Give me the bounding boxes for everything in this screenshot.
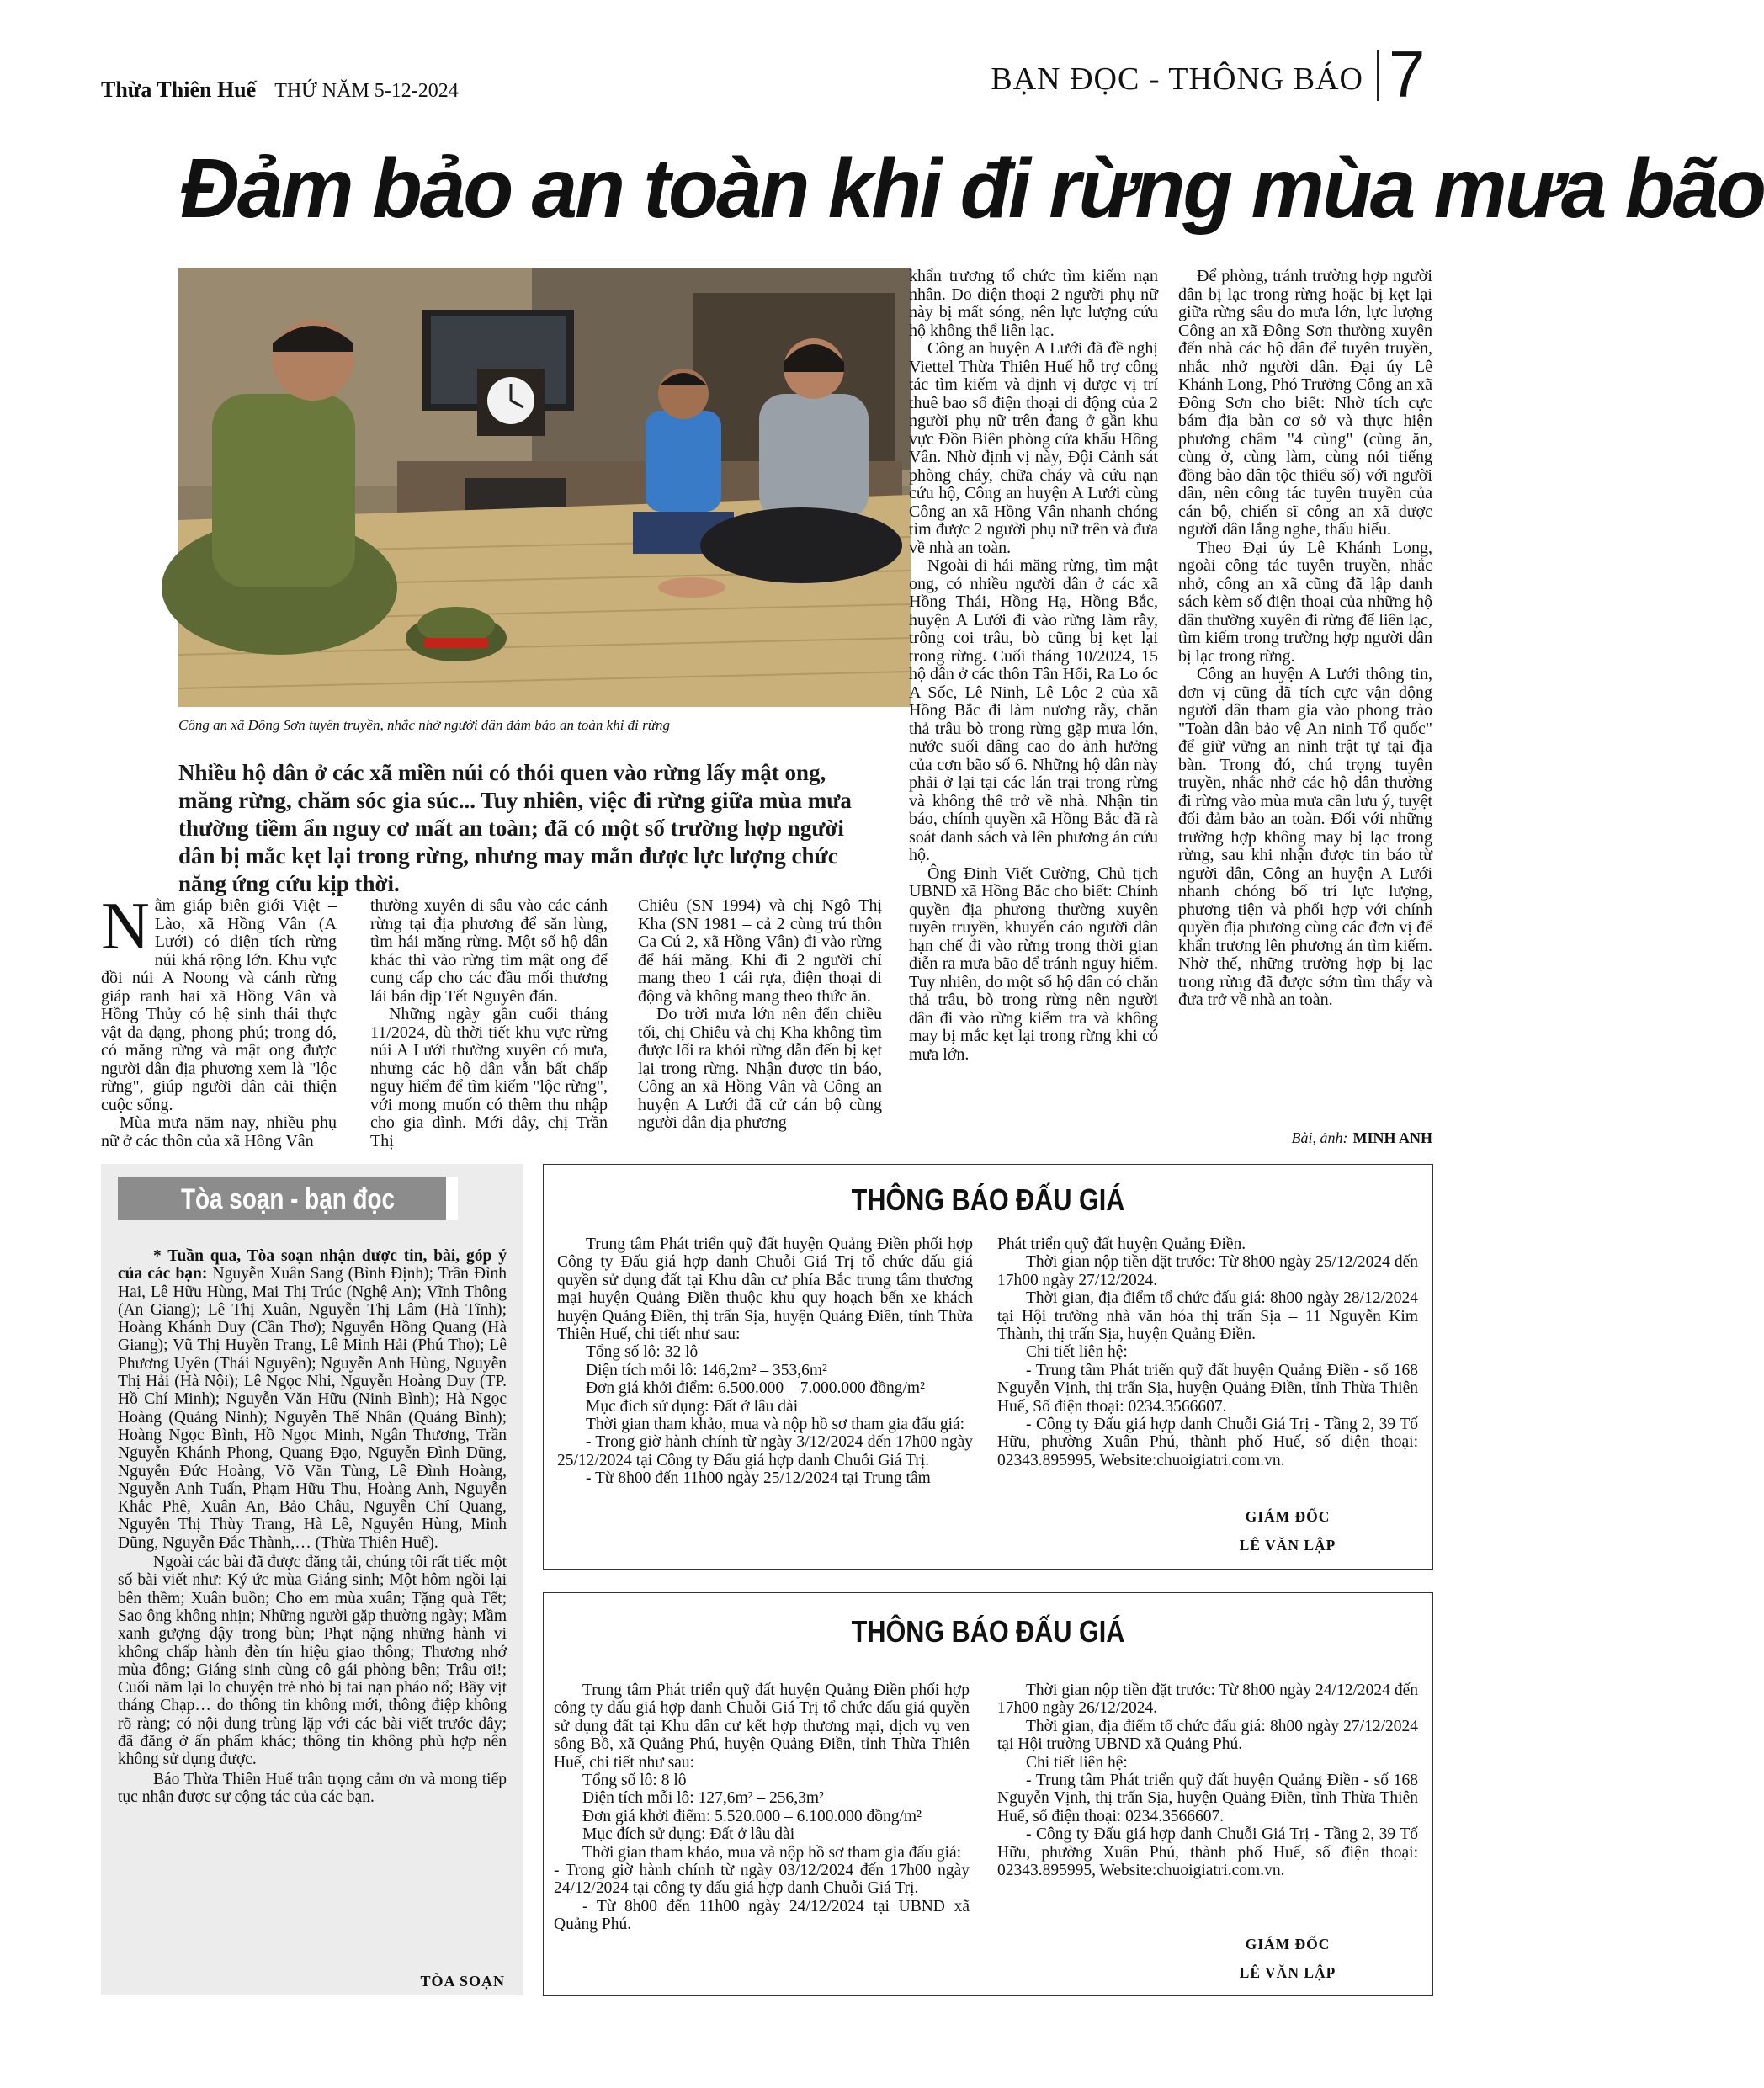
notice-text: Thời gian, địa điểm tổ chức đấu giá: 8h00 ngày 28/12/2024 tại Hội trường nhà văn hóa thị trấn Sịa – 11 Nguyễn Kim Thành, thị trấn Sịa, huyện Quảng Điền. bbox=[997, 1289, 1418, 1344]
notice-text: Thời gian nộp tiền đặt trước: Từ 8h00 ngày 24/12/2024 đến 17h00 ngày 26/12/2024. bbox=[997, 1682, 1418, 1718]
editorial-body bbox=[118, 1247, 507, 1808]
body-paragraph: thường xuyên đi sâu vào các cánh rừng tại địa phương để săn lùng, tìm hái măng rừng. Một số hộ dân khác thì vào rừng tìm mật ong để cung cấp cho các đầu mối thương lái bán dịp Tết Nguyên đán. bbox=[370, 896, 608, 1006]
body-paragraph: khẩn trương tổ chức tìm kiếm nạn nhân. Do điện thoại 2 người phụ nữ này bị mất sóng, nên lực lượng cứu hộ không thể liên lạc. bbox=[909, 267, 1158, 340]
section-title: BẠN ĐỌC - THÔNG BÁO bbox=[991, 61, 1363, 97]
notice-text: - Từ 8h00 đến 11h00 ngày 25/12/2024 tại Trung tâm bbox=[586, 1469, 931, 1488]
editorial-signature: TÒA SOẠN bbox=[420, 1973, 505, 1990]
article-photo bbox=[178, 268, 911, 707]
drop-cap: N bbox=[101, 890, 150, 964]
masthead bbox=[101, 77, 459, 103]
notice-text: Phát triển quỹ đất huyện Quảng Điền. bbox=[997, 1235, 1246, 1253]
notice-text: - Trung tâm Phát triển quỹ đất huyện Quảng Điền - số 168 Nguyễn Vịnh, thị trấn Sịa, huyện Quảng Điền, tỉnh Thừa Thiên Huế, số điện thoại: 0234.3566607. bbox=[997, 1772, 1418, 1825]
page-number: 7 bbox=[1389, 37, 1426, 111]
notice-text: Mục đích sử dụng: Đất ở lâu dài bbox=[586, 1397, 799, 1416]
notice-text: Tổng số lô: 8 lô bbox=[582, 1772, 687, 1790]
body-paragraph: Những ngày gần cuối tháng 11/2024, dù thời tiết khu vực rừng núi A Lưới thường xuyên có mưa, nhưng các hộ dân vẫn bất chấp nguy hiểm để tìm kiếm "lộc rừng", với mong muốn có thêm thu nhập cho gia đình. Mới đây, chị Trần Thị bbox=[370, 1005, 608, 1150]
body-paragraph: Ngoài đi hái măng rừng, tìm mật ong, có nhiều người dân ở các xã Hồng Thái, Hồng Hạ, Hồng Bắc, huyện A Lưới đi vào rừng làm rẫy, trông coi trâu, bò cũng bị kẹt lại trong rừng. Cuối tháng 10/2024, 15 hộ dân ở các thôn Tân Hối, Ra Lo óc A Sốc, Lê Ninh, Lê Lộc 2 của xã Hồng Bắc đi làm nương rẫy, chăn thả trâu bò trong rừng gặp mưa lớn, nước suối dâng cao do ảnh hưởng của cơn bão số 6. Những hộ dân này phải ở lại tại các lán trại trong rừng và không thể trở về nhà. Nhận tin báo, chính quyền xã Hồng Bắc đã rà soát danh sách và lên phương án cứu hộ. bbox=[909, 556, 1158, 864]
article-column-4 bbox=[909, 268, 1158, 1064]
body-paragraph: Ông Đinh Viết Cường, Chủ tịch UBND xã Hồng Bắc cho biết: Chính quyền địa phương thường xuyên tuyên truyền, khuyến cáo người dân hạn chế đi vào rừng trong thời gian diễn ra mưa bão để tránh nguy hiểm. Tuy nhiên, do một số hộ dân có chăn thả trâu, bò trong rừng nên người dân đi vào rừng kiểm tra và không may bị mắc kẹt lại trong rừng khi có mưa lớn. bbox=[909, 863, 1158, 1064]
photo-caption: Công an xã Đông Sơn tuyên truyền, nhắc nhở người dân đảm bảo an toàn khi đi rừng bbox=[178, 717, 671, 733]
notice-1-left-column bbox=[557, 1235, 973, 1488]
editorial-bold-lead: * Tuần qua, Tòa soạn nhận được tin, bài, góp ý của các bạn: bbox=[118, 1247, 507, 1283]
byline bbox=[1246, 1129, 1432, 1147]
notice-title: THÔNG BÁO ĐẤU GIÁ bbox=[851, 1614, 1125, 1649]
body-paragraph: Theo Đại úy Lê Khánh Long, ngoài công tác tuyên truyền, nhắc nhở, công an xã cũng đã lập danh sách kèm số điện thoại của những hộ dân thường xuyên đi rừng để liên lạc, tìm kiếm trong trường hợp người dân bị lạc trong rừng. bbox=[1178, 538, 1432, 666]
editorial-paragraph: Báo Thừa Thiên Huế trân trọng cảm ơn và mong tiếp tục nhận được sự cộng tác của các bạn. bbox=[118, 1770, 507, 1806]
notice-text: Thời gian tham khảo, mua và nộp hồ sơ tham gia đấu giá: bbox=[582, 1843, 962, 1862]
notice-2-left-column bbox=[554, 1682, 970, 1934]
notice-text: - Công ty Đấu giá hợp danh Chuỗi Giá Trị - Tầng 2, 39 Tố Hữu, phường Xuân Phú, thành phố Huế, số điện thoại: 02343.895995, Website:chuoigiatri.com.vn. bbox=[997, 1825, 1418, 1880]
editorial-text: Nguyễn Xuân Sang (Bình Định); Trần Đình Hai, Lê Hữu Hùng, Mai Thị Trúc (Nghệ An); Vĩnh Thông (An Giang); Lê Thị Xuân, Nguyễn Thị Lâm (Hà Tĩnh); Hoàng Khánh Duy (Cần Thơ); Nguyễn Hồng Quang (Hà Giang); Vũ Thị Huyền Trang, Lê Minh Hải (Phú Thọ); Lê Phương Uyên (Thái Nguyên); Nguyễn Anh Hùng, Nguyễn Thị Hải (Hà Nội); Lê Ngọc Nhi, Nguyễn Hoàng Duy (TP. Hồ Chí Minh); Nguyễn Văn Hữu (Ninh Bình); Hà Ngọc Hoàng (Quảng Ninh); Nguyễn Thế Nhân (Quảng Bình); Hoàng Ngọc Bình, Hồ Ngọc Minh, Ngân Thương, Trần Nguyễn Khánh Phong, Quang Đạo, Nguyễn Đình Dũng, Nguyễn Đức Hoàng, Võ Văn Tùng, Lê Đình Hoàng, Nguyễn Anh Tuấn, Phạm Hữu Thu, Hoàng Anh, Nguyễn Khắc Phê, Xuân An, Bảo Châu, Nguyễn Chí Quang, Nguyễn Thị Thùy Trang, Hà Lê, Nguyễn Hùng, Minh Dũng, Nguyễn Đắc Thành,… (Thừa Thiên Huế). bbox=[118, 1265, 507, 1552]
notice-text: - Trong giờ hành chính từ ngày 03/12/2024 đến 17h00 ngày 24/12/2024 tại công ty đấu giá hợp danh Chuỗi Giá Trị. bbox=[554, 1862, 970, 1898]
notice-text: Đơn giá khởi điểm: 5.520.000 – 6.100.000 đồng/m² bbox=[582, 1807, 922, 1825]
notice-2-signer-title: GIÁM ĐỐC bbox=[1245, 1936, 1331, 1953]
notice-1-signer-name: LÊ VĂN LẬP bbox=[1239, 1537, 1336, 1554]
body-paragraph: Chiêu (SN 1994) và chị Ngô Thị Kha (SN 1981 – cả 2 cùng trú thôn Ca Cú 2, xã Hồng Vân) đi vào rừng để hái măng. Khi đi 2 người chỉ mang theo 1 cái rựa, điện thoại di động và không mang theo thức ăn. bbox=[638, 896, 882, 1006]
notice-text: - Từ 8h00 đến 11h00 ngày 24/12/2024 tại UBND xã Quảng Phú. bbox=[554, 1897, 970, 1934]
notice-text: Tổng số lô: 32 lô bbox=[586, 1343, 699, 1362]
body-paragraph: Công an huyện A Lưới đã đề nghị Viettel Thừa Thiên Huế hỗ trợ công tác tìm kiếm và định vị được vị trí thuê bao số điện thoại di động của 2 người phụ nữ trên đang ở gần khu vực Đồn Biên phòng cửa khẩu Hồng Vân. Nhờ định vị này, Đội Cảnh sát phòng cháy, chữa cháy và cứu nạn cứu hộ, Công an huyện A Lưới cùng Công an xã Hồng Vân nhanh chóng tìm được 2 người phụ nữ trên và đưa về nhà an toàn. bbox=[909, 339, 1158, 557]
notice-text: - Trong giờ hành chính từ ngày 3/12/2024 đến 17h00 ngày 25/12/2024 tại Công ty Đấu giá hợp danh Chuỗi Giá Trị. bbox=[557, 1433, 973, 1469]
notice-text: Trung tâm Phát triển quỹ đất huyện Quảng Điền phối hợp Công ty Đấu giá hợp danh Chuỗi Giá Trị tổ chức đấu giá quyền sử dụng đất tại Khu dân cư phía Bắc trung tâm thương mại huyện Quảng Điền thuộc khu quy hoạch bến xe khách huyện Quảng Điền, thị trấn Sịa, huyện Quảng Điền, tỉnh Thừa Thiên Huế, chi tiết như sau: bbox=[557, 1235, 973, 1344]
editorial-paragraph: Ngoài các bài đã được đăng tải, chúng tôi rất tiếc một số bài viết như: Ký ức mùa Giáng sinh; Một hôm ngồi lại bên thềm; Xuân buồn; Cho em mùa xuân; Tặng quà Tết; Sao ông không nhịn; Những người gặp thường ngày; Mầm xanh gượng dậy trong bùn; Phạt nặng những hành vi không chấp hành đèn tín hiệu giao thông; Thương nhớ mùa đông; Giáng sinh cùng cô gái phòng bên; Trâu ơi!; Cuối năm lại lo chuyện trẻ nhỏ bị tai nạn pháo nổ; Bầy vịt tháng Chạp… do thông tin không mới, thông điệp không rõ ràng; có nội dung trùng lặp với các bài viết trước đây; đã đăng ở ấn phẩm khác; thông tin không phù hợp nên không sử dụng được. bbox=[118, 1554, 507, 1769]
notice-text: Thời gian, địa điểm tổ chức đấu giá: 8h00 ngày 27/12/2024 tại Hội trường UBND xã Quảng Phú. bbox=[997, 1717, 1418, 1754]
notice-text: Diện tích mỗi lô: 146,2m² – 353,6m² bbox=[586, 1361, 827, 1379]
paragraph-text: ằm giáp biên giới Việt – Lào, xã Hồng Vân (A Lưới) có diện tích rừng núi khá rộng lớn. Khu vực đồi núi A Noong và cánh rừng giáp ranh hai xã Hồng Vân và Hồng Thủy có hệ sinh thái thực vật đa dạng, phong phú; trong đó, có măng rừng và mật ong được người dân địa phương xem là "lộc rừng", giúp người dân cải thiện cuộc sống. bbox=[101, 896, 337, 1114]
byline-label: Bài, ảnh: bbox=[1291, 1129, 1348, 1146]
body-paragraph: Để phòng, tránh trường hợp người dân bị lạc trong rừng hoặc bị kẹt lại giữa rừng sâu do mưa lớn, lực lượng Công an xã Đông Sơn thường xuyên đến nhà các hộ dân để tuyên truyền, nhắc nhở người dân. Đại úy Lê Khánh Long, Phó Trưởng Công an xã Đông Sơn cho biết: Nhờ tích cực bám địa bàn cơ sở và thực hiện phương châm "4 cùng" (cùng ăn, cùng ở, cùng làm, cùng nói tiếng đồng bào dân tộc thiểu số) với người dân, nên công tác tuyên truyền của cán bộ, chiến sĩ công an xã được người dân lắng nghe, thấu hiểu. bbox=[1178, 267, 1432, 539]
body-paragraph: Công an huyện A Lưới thông tin, đơn vị cũng đã tích cực vận động người dân tham gia vào phong trào "Toàn dân bảo vệ An ninh Tổ quốc" để giữ vững an ninh trật tự tại địa bàn. Trong đó, chú trọng tuyên truyền, nhắc nhở các hộ dân thường đi rừng vào mùa mưa cần lưu ý, tuyệt đối đảm bảo an toàn. Đối với những trường hợp không may bị lạc trong rừng, sau khi nhận được tin báo từ người dân, Công an huyện A Lưới nhanh chóng bố trí lực lượng, phương tiện và phối hợp với chính quyền địa phương cùng các đơn vị để khẩn trương lên phương án tìm kiếm. Nhờ thế, những trường hợp bị lạc trong rừng đã được sớm tìm thấy và đưa trở về nhà an toàn. bbox=[1178, 665, 1432, 1009]
paper-name: Thừa Thiên Huế bbox=[101, 77, 257, 102]
body-paragraph: Do trời mưa lớn nên đến chiều tối, chị Chiêu và chị Kha không tìm được lối ra khỏi rừng dẫn đến bị kẹt lại trong rừng. Nhận được tin báo, Công an xã Hồng Vân và Công an huyện A Lưới đã cử cán bộ cùng người dân địa phương bbox=[638, 1005, 882, 1132]
notice-2-right-column bbox=[997, 1682, 1418, 1879]
issue-date: THỨ NĂM 5-12-2024 bbox=[274, 80, 459, 102]
notice-text: Chi tiết liên hệ: bbox=[1026, 1343, 1128, 1362]
notice-text: - Trung tâm Phát triển quỹ đất huyện Quảng Điền - số 168 Nguyễn Vịnh, thị trấn Sịa, huyện Quảng Điền, tỉnh Thừa Thiên Huế, Số điện thoại: 0234.3566607. bbox=[997, 1361, 1418, 1416]
article-column-2 bbox=[370, 897, 608, 1150]
notice-text: Trung tâm Phát triển quỹ đất huyện Quảng Điền phối hợp công ty đấu giá hợp danh Chuỗi Giá Trị tổ chức đấu giá quyền sử dụng đất tại Khu dân cư kết hợp thương mại, dịch vụ ven sông Bồ, xã Quảng Phú, huyện Quảng Điền, tỉnh Thừa Thiên Huế, chi tiết như sau: bbox=[554, 1682, 970, 1772]
headline: Đảm bảo an toàn khi đi rừng mùa mưa bão bbox=[180, 141, 1764, 236]
editorial-paragraph bbox=[118, 1247, 507, 1552]
notice-title: THÔNG BÁO ĐẤU GIÁ bbox=[851, 1182, 1125, 1217]
article-column-1 bbox=[101, 890, 337, 1150]
byline-author: MINH ANH bbox=[1352, 1129, 1432, 1146]
article-column-3 bbox=[638, 897, 882, 1133]
notice-text: Thời gian tham khảo, mua và nộp hồ sơ tham gia đấu giá: bbox=[586, 1416, 965, 1434]
header-divider bbox=[1377, 50, 1379, 101]
notice-text: Mục đích sử dụng: Đất ở lâu dài bbox=[582, 1825, 795, 1844]
notice-text: Thời gian nộp tiền đặt trước: Từ 8h00 ngày 25/12/2024 đến 17h00 ngày 27/12/2024. bbox=[997, 1253, 1418, 1289]
notice-2-signer-name: LÊ VĂN LẬP bbox=[1239, 1964, 1336, 1981]
notice-text: Diện tích mỗi lô: 127,6m² – 256,3m² bbox=[582, 1789, 824, 1808]
photo-illustration bbox=[178, 268, 911, 707]
notice-text: - Công ty Đấu giá hợp danh Chuỗi Giá Trị - Tầng 2, 39 Tố Hữu, phường Xuân Phú, thành phố Huế, số điện thoại: 02343.895995, Website:chuoigiatri.com.vn. bbox=[997, 1416, 1418, 1469]
editorial-tab-label: Tòa soạn - bạn đọc bbox=[181, 1183, 396, 1215]
article-column-5 bbox=[1178, 268, 1432, 1010]
notice-text: Đơn giá khởi điểm: 6.500.000 – 7.000.000 đồng/m² bbox=[586, 1379, 925, 1398]
notice-text: Chi tiết liên hệ: bbox=[1026, 1753, 1128, 1772]
notice-1-right-column bbox=[997, 1235, 1418, 1469]
notice-1-signer-title: GIÁM ĐỐC bbox=[1245, 1508, 1331, 1525]
body-paragraph: Mùa mưa năm nay, nhiều phụ nữ ở các thôn của xã Hồng Vân bbox=[101, 1113, 337, 1150]
lead-paragraph: Nhiều hộ dân ở các xã miền núi có thói quen vào rừng lấy mật ong, măng rừng, chăm sóc gia súc... Tuy nhiên, việc đi rừng giữa mùa mưa thường tiềm ẩn nguy cơ mất an toàn; đã có một số trường hợp người dân bị mắc kẹt lại trong rừng, nhưng may mắn được lực lượng chức năng ứng cứu kịp thời. bbox=[178, 760, 852, 896]
body-paragraph bbox=[101, 890, 337, 1114]
